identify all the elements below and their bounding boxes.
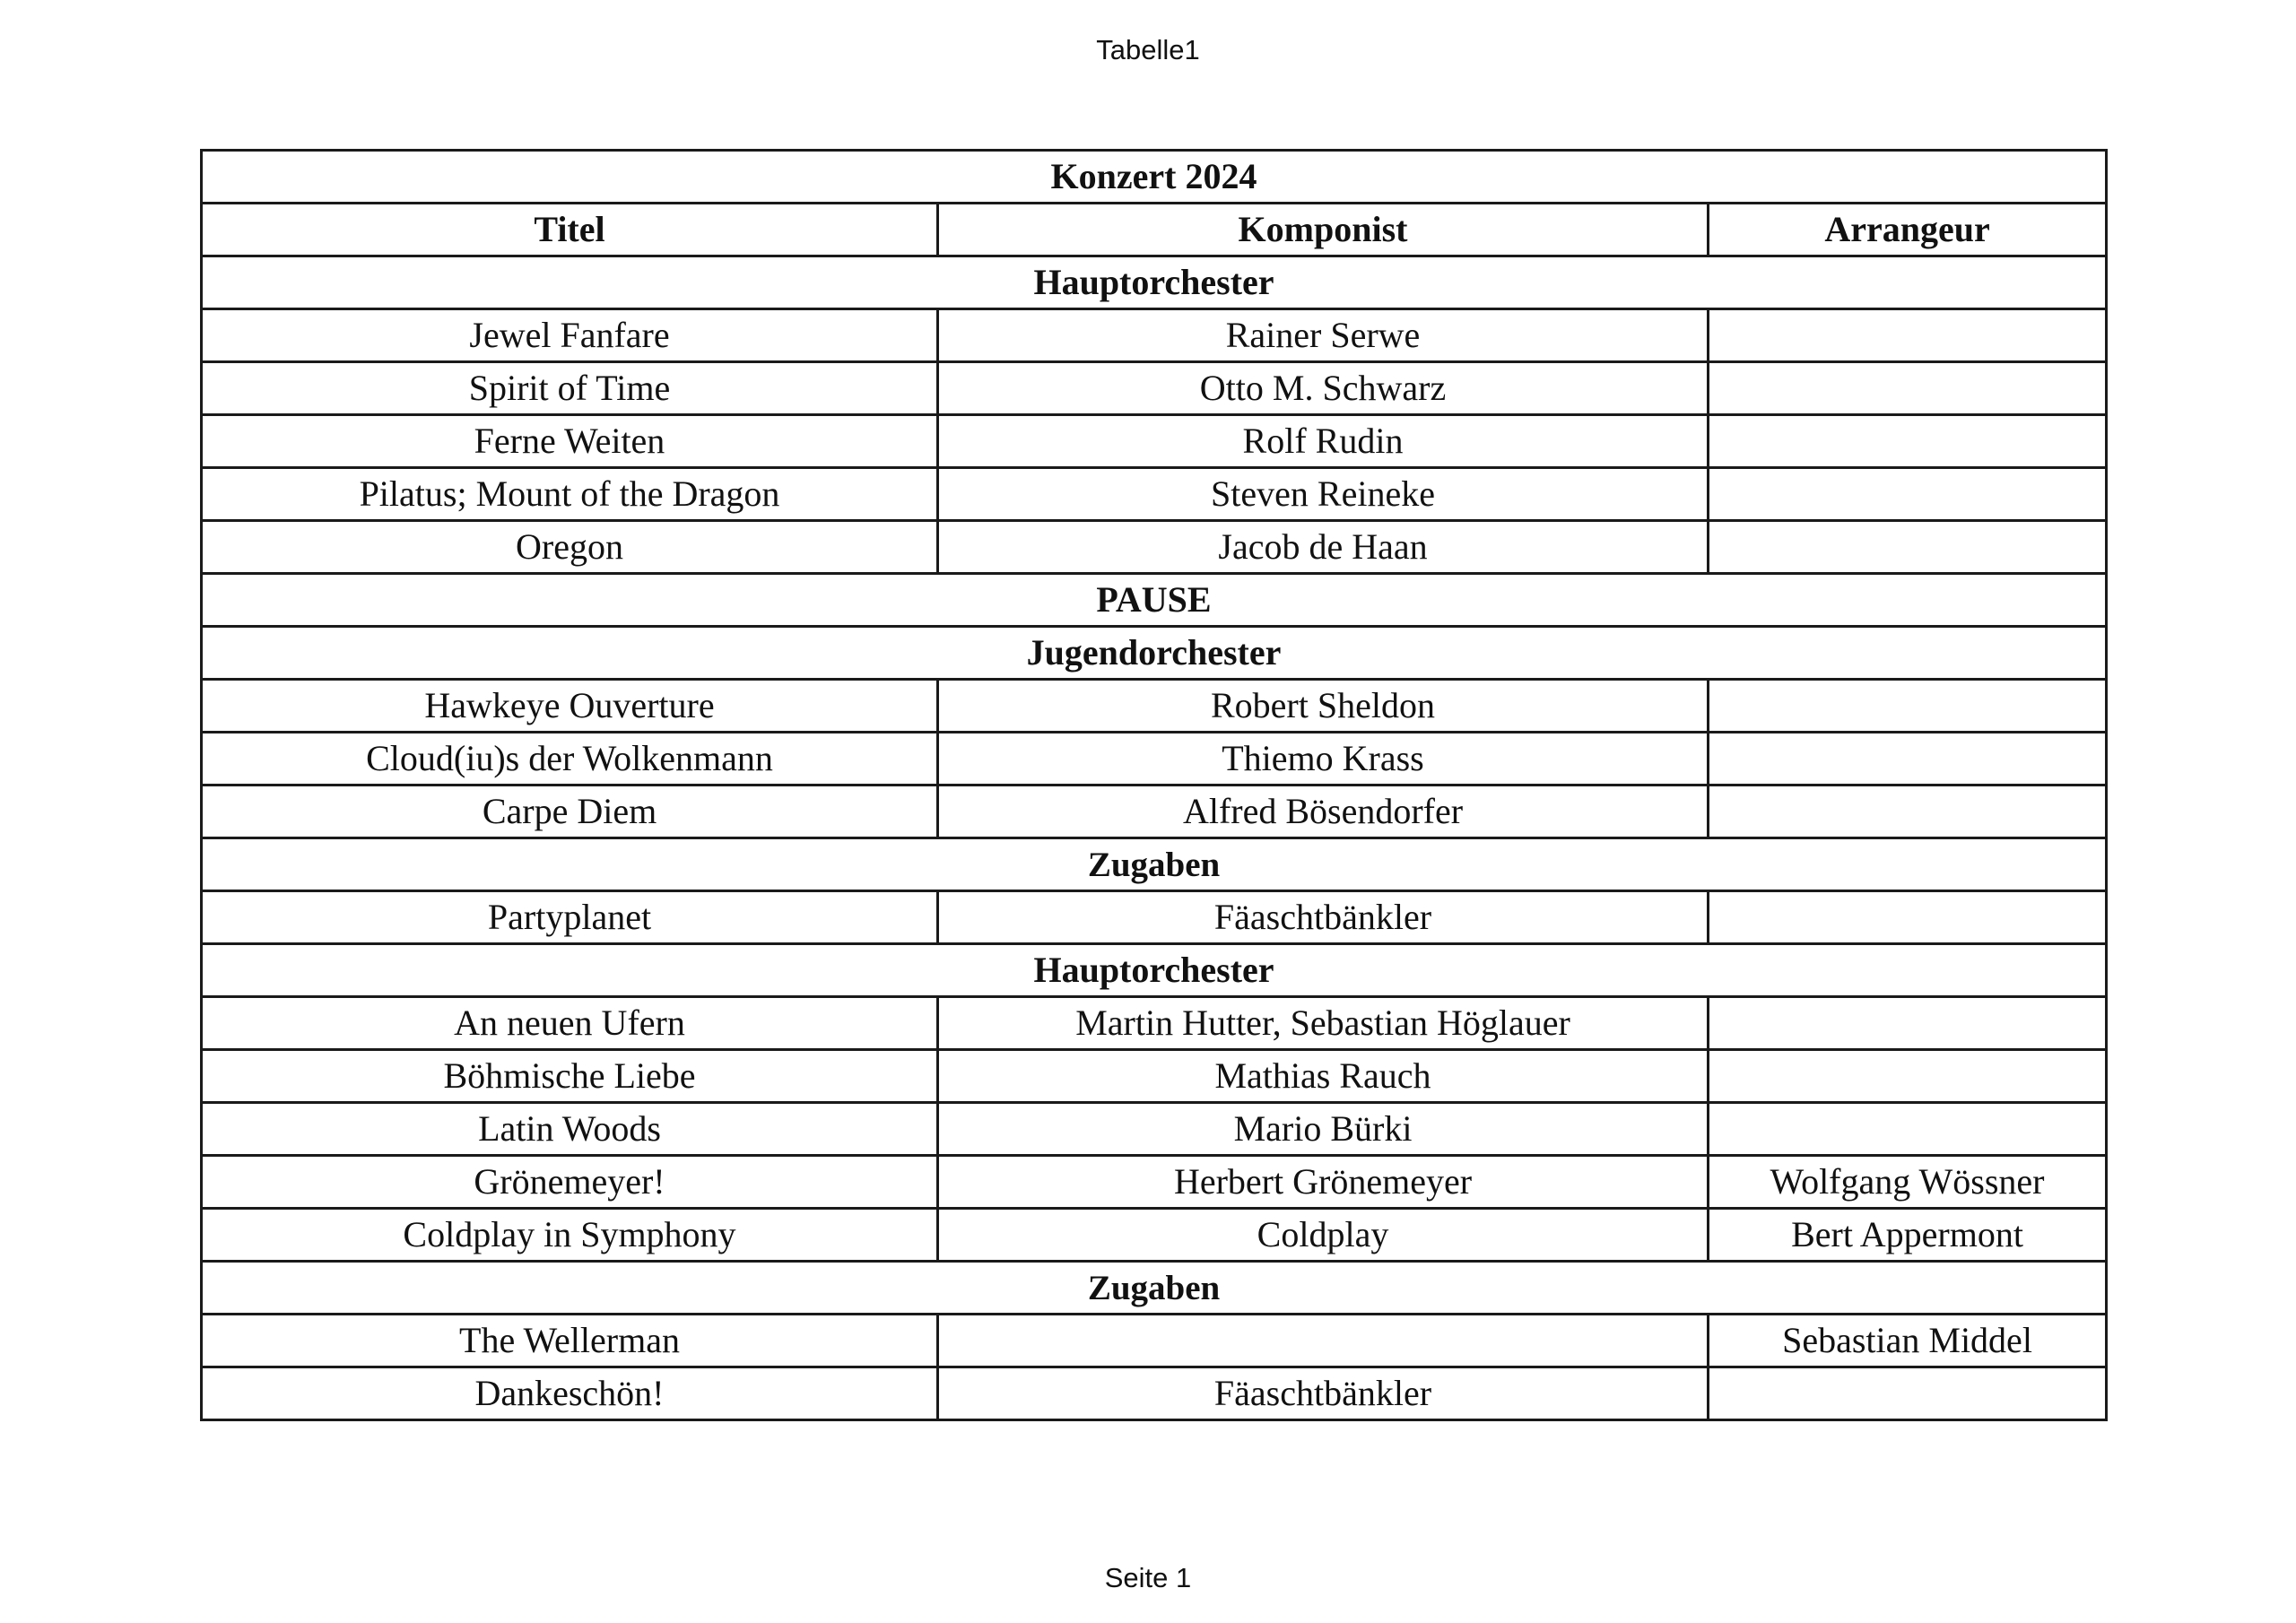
section-row	[202, 627, 2107, 680]
program-entry-row	[202, 1156, 2107, 1209]
column-header-komponist: Komponist	[938, 204, 1709, 256]
cell-arrangeur	[1709, 468, 2107, 521]
cell-komponist: Otto M. Schwarz	[938, 362, 1709, 415]
column-header-arrangeur: Arrangeur	[1709, 204, 2107, 256]
section-row	[202, 256, 2107, 309]
cell-arrangeur	[1709, 521, 2107, 574]
cell-komponist: Mario Bürki	[938, 1103, 1709, 1156]
cell-komponist: Mathias Rauch	[938, 1050, 1709, 1103]
table-title: Konzert 2024	[202, 151, 2107, 204]
program-entry-row	[202, 1103, 2107, 1156]
column-header-row	[202, 204, 2107, 256]
section-heading: PAUSE	[202, 574, 2107, 627]
page-header: Tabelle1	[1096, 34, 1200, 65]
cell-titel: Partyplanet	[202, 891, 938, 944]
cell-komponist: Fäaschtbänkler	[938, 1367, 1709, 1420]
cell-titel: Dankeschön!	[202, 1367, 938, 1420]
cell-titel: Cloud(iu)s der Wolkenmann	[202, 733, 938, 785]
cell-komponist: Thiemo Krass	[938, 733, 1709, 785]
cell-komponist: Rainer Serwe	[938, 309, 1709, 362]
section-row	[202, 574, 2107, 627]
program-entry-row	[202, 1367, 2107, 1420]
program-entry-row	[202, 362, 2107, 415]
section-heading: Hauptorchester	[202, 256, 2107, 309]
cell-arrangeur	[1709, 997, 2107, 1050]
program-entry-row	[202, 309, 2107, 362]
cell-arrangeur	[1709, 1050, 2107, 1103]
program-entry-row	[202, 891, 2107, 944]
program-entry-row	[202, 415, 2107, 468]
cell-titel: Pilatus; Mount of the Dragon	[202, 468, 938, 521]
cell-komponist	[938, 1315, 1709, 1367]
cell-titel: Grönemeyer!	[202, 1156, 938, 1209]
section-row	[202, 944, 2107, 997]
page-footer: Seite 1	[1104, 1562, 1192, 1593]
cell-arrangeur	[1709, 362, 2107, 415]
title-row	[202, 151, 2107, 204]
cell-komponist: Martin Hutter, Sebastian Höglauer	[938, 997, 1709, 1050]
cell-arrangeur	[1709, 1103, 2107, 1156]
column-header-titel: Titel	[202, 204, 938, 256]
section-heading: Jugendorchester	[202, 627, 2107, 680]
cell-arrangeur	[1709, 680, 2107, 733]
cell-titel: Latin Woods	[202, 1103, 938, 1156]
cell-titel: Coldplay in Symphony	[202, 1209, 938, 1262]
cell-titel: Böhmische Liebe	[202, 1050, 938, 1103]
cell-komponist: Steven Reineke	[938, 468, 1709, 521]
program-entry-row	[202, 997, 2107, 1050]
program-entry-row	[202, 1209, 2107, 1262]
program-entry-row	[202, 468, 2107, 521]
section-row	[202, 838, 2107, 891]
program-entry-row	[202, 785, 2107, 838]
section-heading: Hauptorchester	[202, 944, 2107, 997]
cell-arrangeur: Wolfgang Wössner	[1709, 1156, 2107, 1209]
cell-arrangeur	[1709, 785, 2107, 838]
program-table-body	[202, 151, 2107, 1420]
cell-komponist: Herbert Grönemeyer	[938, 1156, 1709, 1209]
cell-komponist: Coldplay	[938, 1209, 1709, 1262]
concert-program-table	[200, 149, 2108, 1421]
cell-titel: Ferne Weiten	[202, 415, 938, 468]
program-entry-row	[202, 733, 2107, 785]
cell-arrangeur	[1709, 733, 2107, 785]
cell-titel: Oregon	[202, 521, 938, 574]
cell-arrangeur	[1709, 1367, 2107, 1420]
cell-titel: Spirit of Time	[202, 362, 938, 415]
cell-titel: Carpe Diem	[202, 785, 938, 838]
program-entry-row	[202, 521, 2107, 574]
cell-titel: The Wellerman	[202, 1315, 938, 1367]
cell-titel: Jewel Fanfare	[202, 309, 938, 362]
cell-komponist: Alfred Bösendorfer	[938, 785, 1709, 838]
program-entry-row	[202, 1050, 2107, 1103]
section-row	[202, 1262, 2107, 1315]
cell-titel: Hawkeye Ouverture	[202, 680, 938, 733]
cell-arrangeur	[1709, 309, 2107, 362]
section-heading: Zugaben	[202, 1262, 2107, 1315]
cell-komponist: Jacob de Haan	[938, 521, 1709, 574]
cell-komponist: Robert Sheldon	[938, 680, 1709, 733]
cell-komponist: Rolf Rudin	[938, 415, 1709, 468]
section-heading: Zugaben	[202, 838, 2107, 891]
cell-komponist: Fäaschtbänkler	[938, 891, 1709, 944]
cell-arrangeur	[1709, 415, 2107, 468]
cell-titel: An neuen Ufern	[202, 997, 938, 1050]
program-entry-row	[202, 680, 2107, 733]
cell-arrangeur	[1709, 891, 2107, 944]
program-entry-row	[202, 1315, 2107, 1367]
cell-arrangeur: Bert Appermont	[1709, 1209, 2107, 1262]
cell-arrangeur: Sebastian Middel	[1709, 1315, 2107, 1367]
